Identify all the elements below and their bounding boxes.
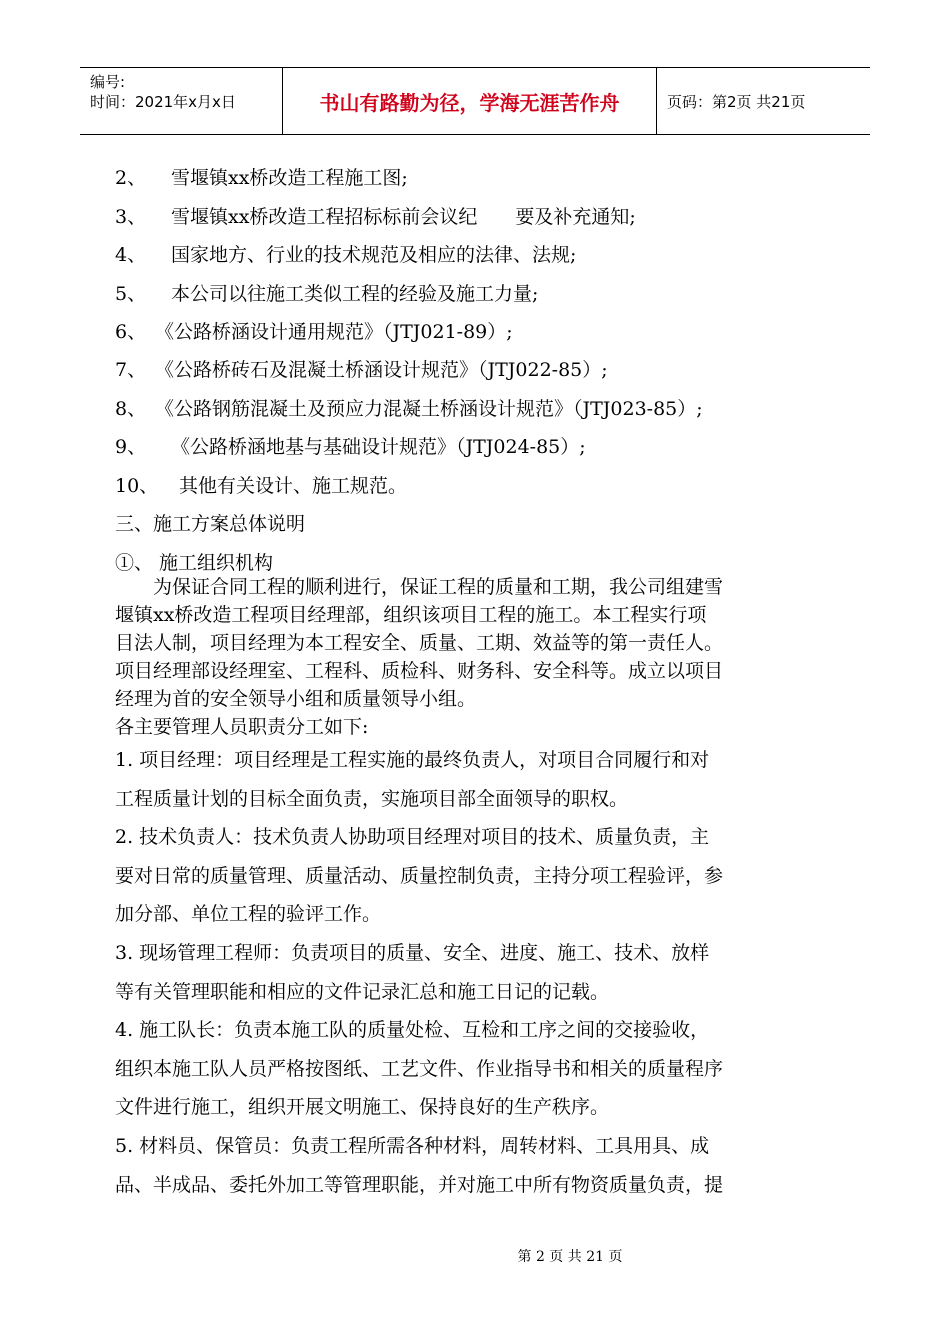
duty-line: 工程质量计划的目标全面负责，实施项目部全面领导的职权。 [115,787,629,810]
duty-line: 组织本施工队人员严格按图纸、工艺文件、作业指导书和相关的质量程序 [115,1057,724,1080]
header-meta [80,68,283,134]
duty-line: 文件进行施工，组织开展文明施工、保持良好的生产秩序。 [115,1096,610,1119]
duty-line: 2. 技术负责人：技术负责人协助项目经理对项目的技术、质量负责，主 [115,826,710,849]
subsection-title: ①、 施工组织机构 [115,552,274,574]
header-page-info: 页码：第2页 共21页 [667,92,806,111]
duty-line: 等有关管理职能和相应的文件记录汇总和施工日记的记载。 [115,980,610,1003]
intro-line: 各主要管理人员职责分工如下: [115,716,369,738]
duties-list [115,741,835,1204]
time-label: 时间：2021年x月x日 [90,93,236,111]
header-motto: 书山有路勤为径，学海无涯苦作舟 [283,68,657,134]
list-item: 5、 本公司以往施工类似工程的经验及施工力量; [115,283,539,305]
list-item: 3、 雪堰镇xx桥改造工程招标标前会议纪 要及补充通知; [115,206,636,228]
intro-line: 堰镇xx桥改造工程项目经理部，组织该项目工程的施工。本工程实行项 [115,604,707,626]
intro-line: 为保证合同工程的顺利进行，保证工程的质量和工期，我公司组建雪 [153,576,724,598]
duty-line: 要对日常的质量管理、质量活动、质量控制负责，主持分项工程验评，参 [115,864,724,887]
list-item: 8、 《公路钢筋混凝土及预应力混凝土桥涵设计规范》（JTJ023-85）; [115,398,703,420]
list-item: 6、 《公路桥涵设计通用规范》（JTJ021-89）; [115,321,513,343]
duty-line: 3. 现场管理工程师：负责项目的质量、安全、进度、施工、技术、放样 [115,941,710,964]
intro-line: 经理为首的安全领导小组和质量领导小组。 [115,688,477,710]
duty-line: 4. 施工队长：负责本施工队的质量处检、互检和工序之间的交接验收， [115,1019,710,1042]
list-item: 10、 其他有关设计、施工规范。 [115,475,408,497]
duty-line: 品、半成品、委托外加工等管理职能，并对施工中所有物资质量负责，提 [115,1173,724,1196]
number-label: 编号: [90,73,126,91]
page-footer: 第 2 页 共 21 页 [517,1249,623,1265]
list-item: 7、 《公路桥砖石及混凝土桥涵设计规范》（JTJ022-85）; [115,359,608,381]
list-item: 2、 雪堰镇xx桥改造工程施工图; [115,167,408,189]
list-item: 9、 《公路桥涵地基与基础设计规范》（JTJ024-85）; [115,436,586,458]
list-item: 4、 国家地方、行业的技术规范及相应的法律、法规; [115,244,577,266]
section-title: 三、施工方案总体说明 [115,513,306,535]
duty-line: 1. 项目经理：项目经理是工程实施的最终负责人，对项目合同履行和对 [115,749,710,771]
page-header [80,67,870,135]
intro-line: 项目经理部设经理室、工程科、质检科、财务科、安全科等。成立以项目 [115,660,724,682]
intro-paragraph [115,573,835,741]
intro-line: 目法人制，项目经理为本工程安全、质量、工期、效益等的第一责任人。 [115,632,724,654]
duty-line: 5. 材料员、保管员：负责工程所需各种材料，周转材料、工具用具、成 [115,1134,710,1157]
duty-line: 加分部、单位工程的验评工作。 [115,903,382,926]
